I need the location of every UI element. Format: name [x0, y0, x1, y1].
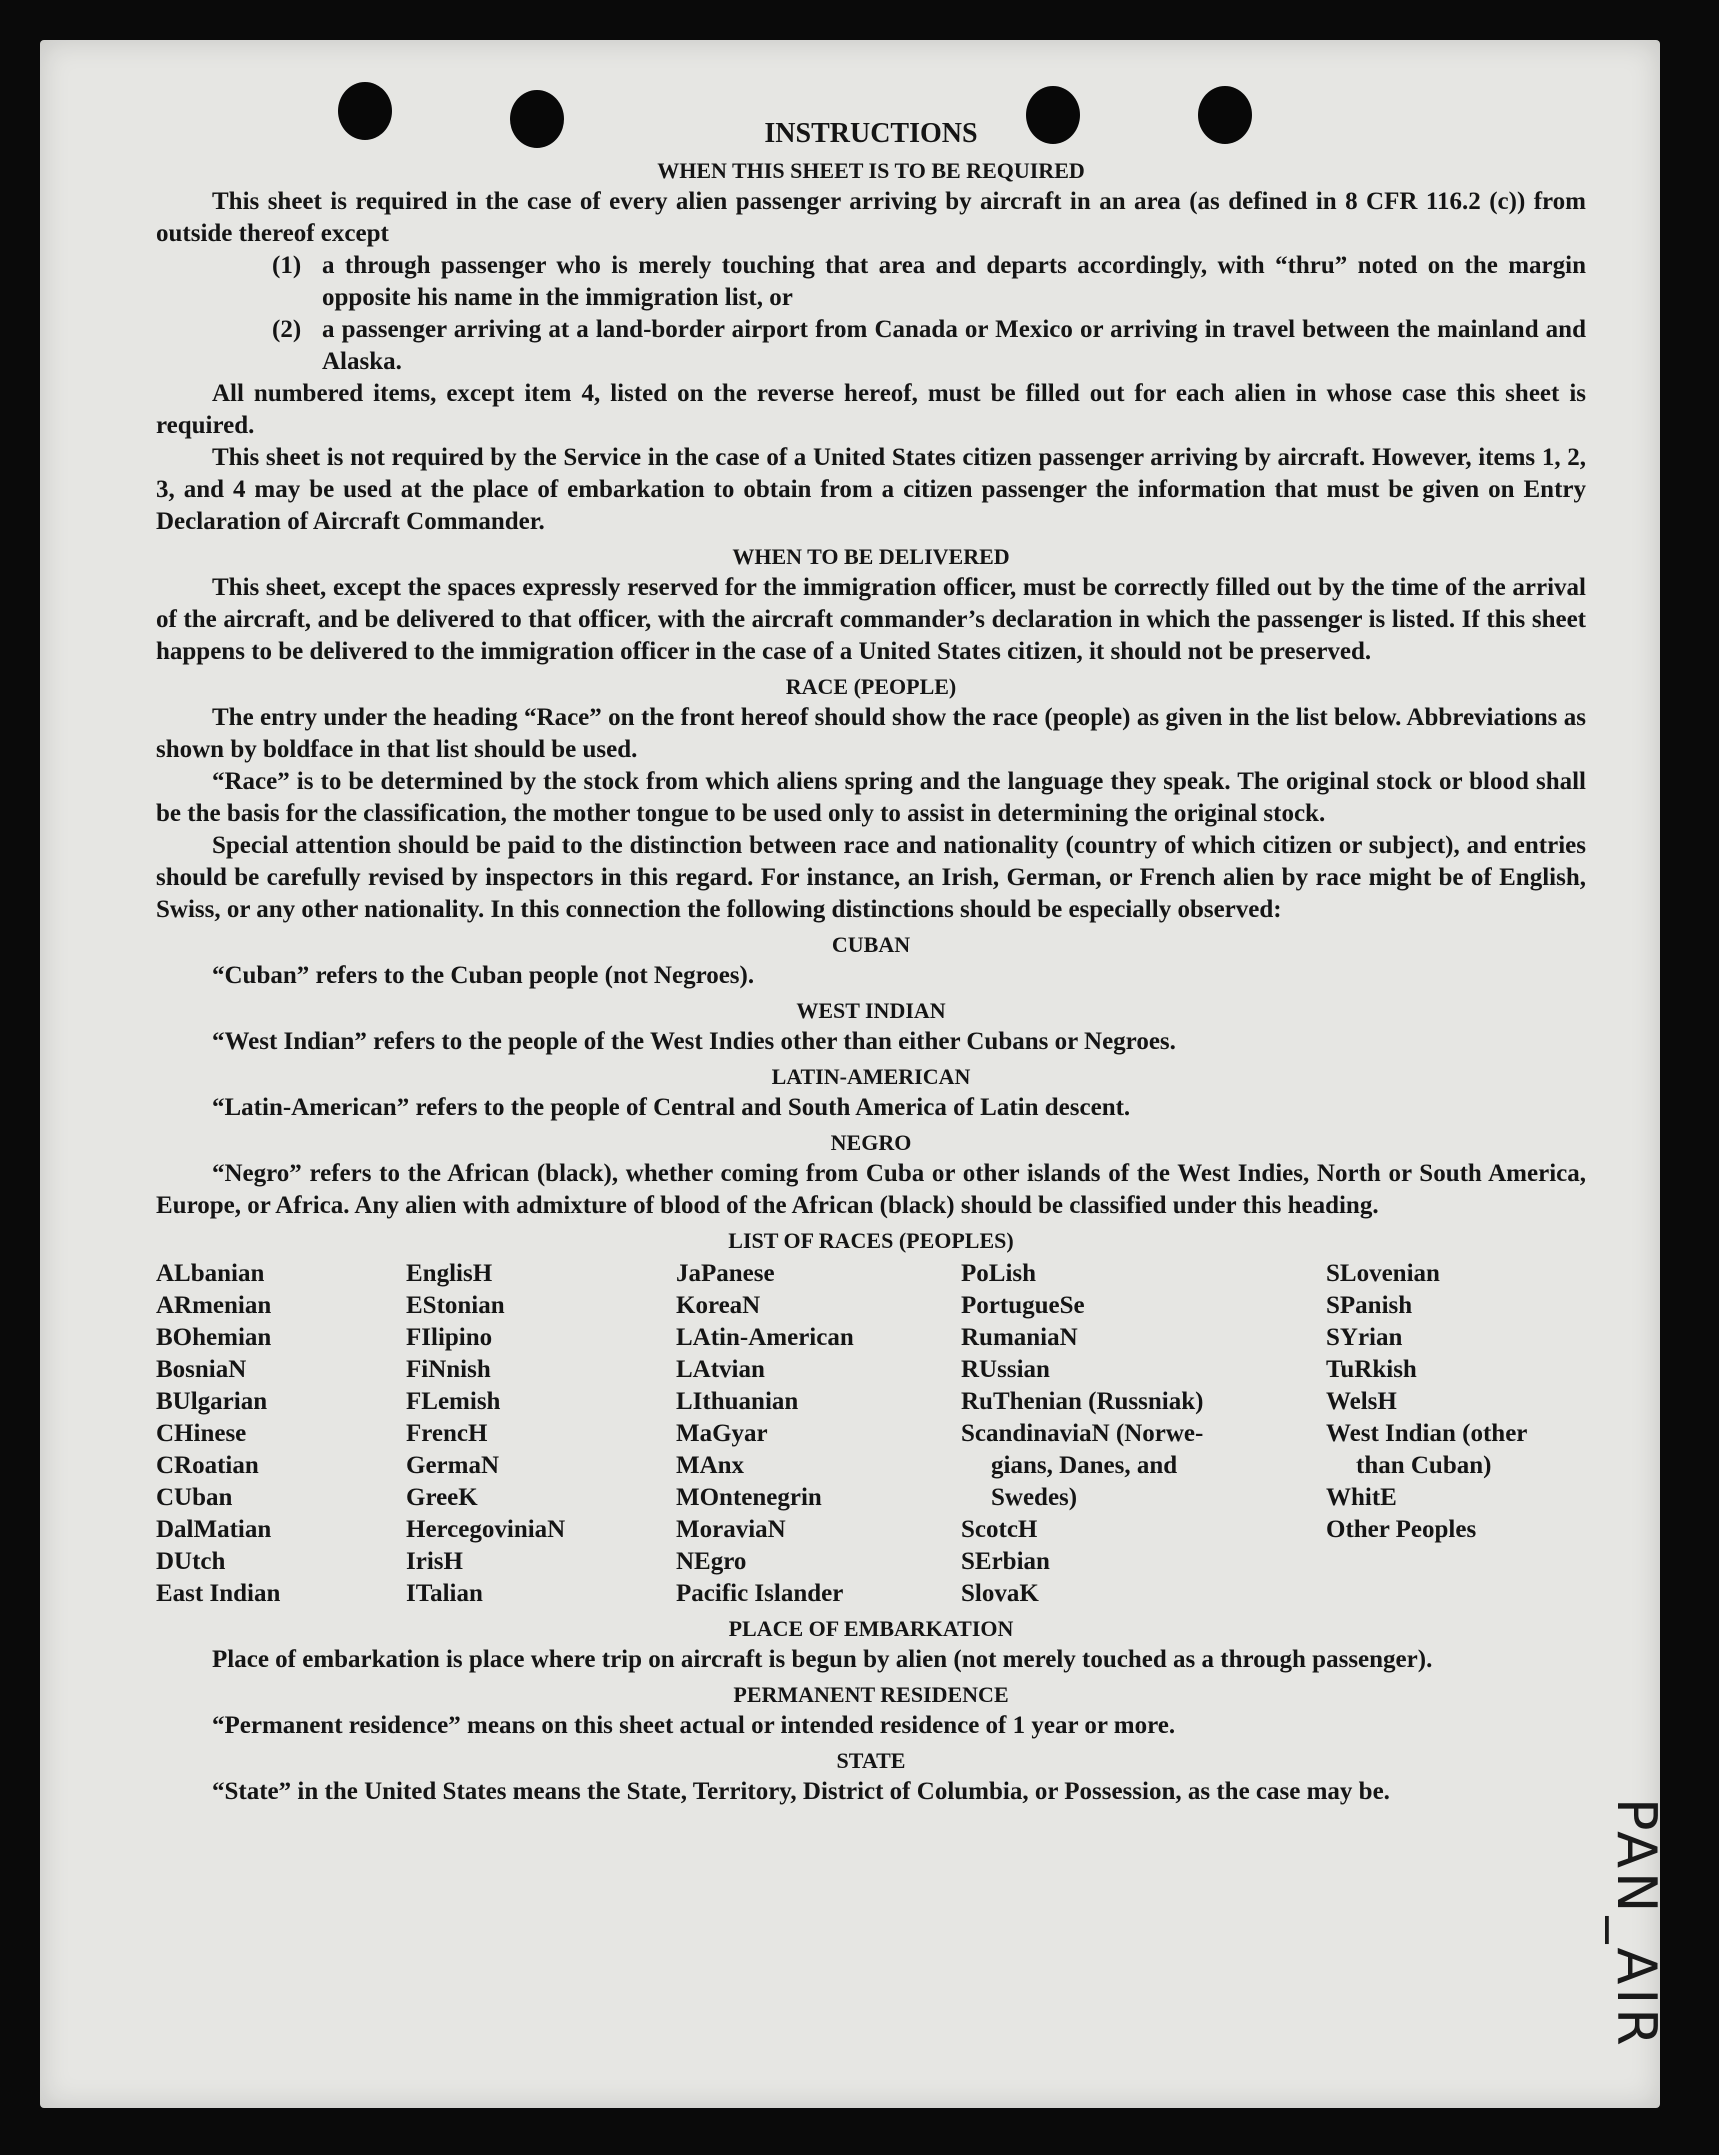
race-entry: East Indian: [156, 1580, 281, 1607]
race-entry: SLovenian: [1326, 1260, 1440, 1287]
race-entry: GermaN: [406, 1452, 500, 1479]
state-text: “State” in the United States means the State, Territory, District of Columbia, or Possession, as the case may be.: [212, 1778, 1390, 1805]
race-entry: TuRkish: [1326, 1356, 1417, 1383]
race-entry: GreeK: [406, 1484, 478, 1511]
race-entry: FiNnish: [406, 1356, 491, 1383]
race-entry: WhitE: [1326, 1484, 1397, 1511]
race-entry: JaPanese: [676, 1260, 775, 1287]
heading-negro: NEGRO: [830, 1130, 912, 1155]
delivered-text: This sheet, except the spaces expressly reserved for the immigration officer, must be correctly filled out by the time of the arrival of the aircraft, and be delivered to that officer, with the aircraft commander’s declaration in which the passenger is listed. If this sheet happens to be delivered to the immigration officer in the case of a United States citizen, it should not be preserved.: [156, 574, 1586, 665]
race-entry: NEgro: [676, 1548, 747, 1575]
race-entry: RuThenian (Russniak): [961, 1388, 1204, 1415]
exception-number: (1): [272, 252, 302, 279]
heading-race: RACE (PEOPLE): [785, 674, 957, 699]
race-entry-continued: gians, Danes, and: [991, 1452, 1178, 1479]
race-entry: WelsH: [1326, 1388, 1397, 1415]
race-entry: DalMatian: [156, 1516, 272, 1543]
heading-delivered: WHEN TO BE DELIVERED: [732, 544, 1010, 569]
race-entry: CRoatian: [156, 1452, 259, 1479]
race-entry: FLemish: [406, 1388, 501, 1415]
race-entry: BOhemian: [156, 1324, 272, 1351]
race-entry: ScandinaviaN (Norwe-: [961, 1420, 1204, 1447]
races-column: [406, 1258, 676, 1610]
race-entry: SlovaK: [961, 1580, 1039, 1607]
race-entry: RUssian: [961, 1356, 1050, 1383]
handwritten-note: [1596, 1788, 1676, 2078]
heading-residence: PERMANENT RESIDENCE: [733, 1682, 1009, 1707]
race-entry: SPanish: [1326, 1292, 1413, 1319]
race-entry: ARmenian: [156, 1292, 272, 1319]
west-indian-text: “West Indian” refers to the people of the West Indies other than either Cubans or Negroes.: [212, 1028, 1176, 1055]
race-entry: ITalian: [406, 1580, 483, 1607]
race-entry: IrisH: [406, 1548, 463, 1575]
races-column: [156, 1258, 406, 1610]
instructions-content: [156, 116, 1586, 1808]
race-entry: CUban: [156, 1484, 233, 1511]
required-para-3: This sheet is not required by the Service in the case of a United States citizen passenger arriving by aircraft. However, items 1, 2, 3, and 4 may be used at the place of embarkation to obtain from a citizen passenger the information that must be given on Entry Declaration of Aircraft Commander.: [156, 444, 1586, 535]
exception-text: a passenger arriving at a land-border airport from Canada or Mexico or arriving in travel between the mainland and Alaska.: [322, 316, 1586, 375]
race-entry: HercegoviniaN: [406, 1516, 566, 1543]
race-entry: PoLish: [961, 1260, 1037, 1287]
race-entry: LAtvian: [676, 1356, 765, 1383]
race-entry: BosniaN: [156, 1356, 247, 1383]
race-entry: FIlipino: [406, 1324, 493, 1351]
race-entry: EStonian: [406, 1292, 505, 1319]
race-entry: DUtch: [156, 1548, 226, 1575]
required-para-2: All numbered items, except item 4, listed on the reverse hereof, must be filled out for each alien in whose case this sheet is required.: [156, 380, 1586, 439]
race-entry: RumaniaN: [961, 1324, 1078, 1351]
race-entry: ScotcH: [961, 1516, 1038, 1543]
required-intro: This sheet is required in the case of every alien passenger arriving by aircraft in an area (as defined in 8 CFR 116.2 (c)) from outside thereof except: [156, 188, 1586, 247]
race-entry: KoreaN: [676, 1292, 761, 1319]
race-entry-continued: Swedes): [991, 1484, 1078, 1511]
race-entry: Pacific Islander: [676, 1580, 844, 1607]
exception-item: [272, 250, 1586, 314]
heading-required: WHEN THIS SHEET IS TO BE REQUIRED: [657, 158, 1085, 183]
races-list: [156, 1258, 1586, 1610]
race-entry: MoraviaN: [676, 1516, 786, 1543]
races-column: [676, 1258, 961, 1610]
race-entry: BUlgarian: [156, 1388, 268, 1415]
exception-item: [272, 314, 1586, 378]
heading-latin-american: LATIN-AMERICAN: [771, 1064, 971, 1089]
heading-embarkation: PLACE OF EMBARKATION: [728, 1616, 1014, 1641]
cuban-text: “Cuban” refers to the Cuban people (not Negroes).: [212, 962, 755, 989]
negro-text: “Negro” refers to the African (black), whether coming from Cuba or other islands of the West Indies, North or South America, Europe, or Africa. Any alien with admixture of blood of the African (black) should be classified under this heading.: [156, 1160, 1586, 1219]
heading-cuban: CUBAN: [831, 932, 911, 957]
race-para-2: “Race” is to be determined by the stock from which aliens spring and the language they speak. The original stock or blood shall be the basis for the classification, the mother tongue to be used only to assist in determining the original stock.: [156, 768, 1586, 827]
race-entry: MAnx: [676, 1452, 745, 1479]
latin-american-text: “Latin-American” refers to the people of Central and South America of Latin descent.: [212, 1094, 1131, 1121]
heading-list-of-races: LIST OF RACES (PEOPLES): [728, 1228, 1014, 1253]
handwritten-note-text: PAN_AIR: [1605, 1798, 1668, 2050]
races-column: [1326, 1258, 1586, 1610]
race-entry-continued: than Cuban): [1356, 1452, 1492, 1479]
race-entry: LIthuanian: [676, 1388, 799, 1415]
race-entry: MaGyar: [676, 1420, 768, 1447]
exception-text: a through passenger who is merely touching that area and departs accordingly, with “thru” noted on the margin opposite his name in the immigration list, or: [322, 252, 1586, 311]
residence-text: “Permanent residence” means on this sheet actual or intended residence of 1 year or more.: [212, 1712, 1176, 1739]
page-title: INSTRUCTIONS: [764, 118, 978, 149]
heading-west-indian: WEST INDIAN: [796, 998, 946, 1023]
heading-state: STATE: [836, 1748, 906, 1773]
race-para-1: The entry under the heading “Race” on the front hereof should show the race (people) as given in the list below. Abbreviations as shown by boldface in that list should be used.: [156, 704, 1586, 763]
race-entry: PortugueSe: [961, 1292, 1085, 1319]
race-para-3: Special attention should be paid to the distinction between race and nationality (country of which citizen or subject), and entries should be carefully revised by inspectors in this regard. For instance, an Irish, German, or French alien by race might be of English, Swiss, or any other nationality. In this connection the following distinctions should be especially observed:: [156, 832, 1586, 923]
race-entry: SYrian: [1326, 1324, 1403, 1351]
race-entry: SErbian: [961, 1548, 1050, 1575]
race-entry: FrencH: [406, 1420, 488, 1447]
race-entry: ALbanian: [156, 1260, 265, 1287]
race-entry: EnglisH: [406, 1260, 493, 1287]
races-column: [961, 1258, 1326, 1610]
race-entry: CHinese: [156, 1420, 247, 1447]
race-entry: West Indian (other: [1326, 1420, 1528, 1447]
exception-number: (2): [272, 316, 302, 343]
race-entry: LAtin-American: [676, 1324, 854, 1351]
race-entry: Other Peoples: [1326, 1516, 1477, 1543]
race-entry: MOntenegrin: [676, 1484, 822, 1511]
embarkation-text: Place of embarkation is place where trip on aircraft is begun by alien (not merely touched as a through passenger).: [212, 1646, 1433, 1673]
